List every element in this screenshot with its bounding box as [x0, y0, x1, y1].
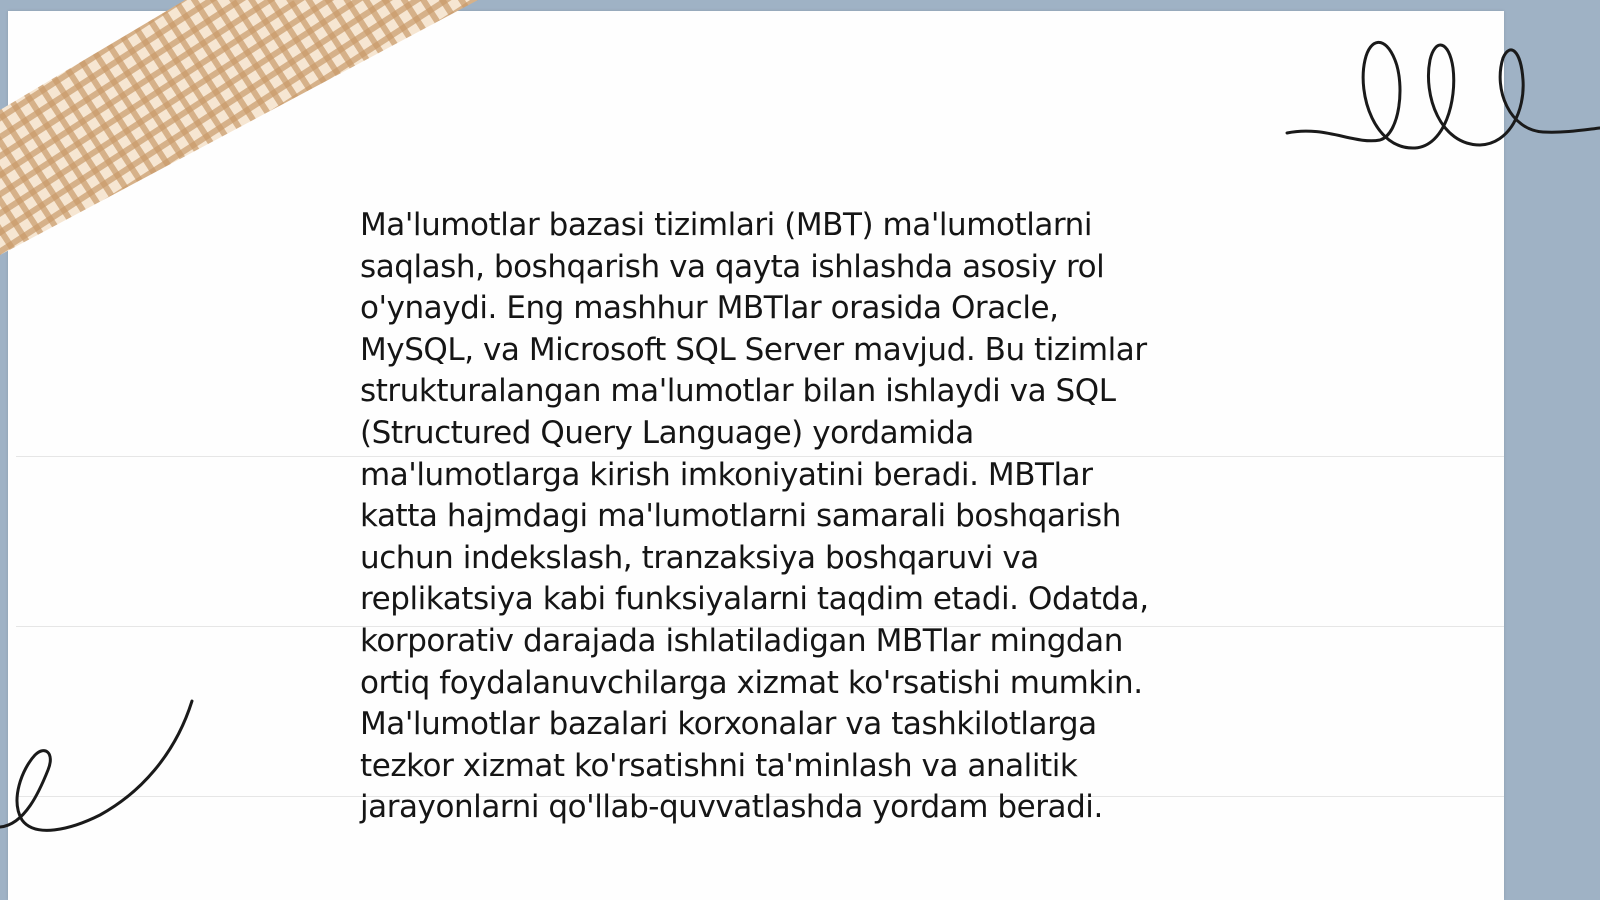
scribble-loop-decoration [0, 695, 200, 845]
scribble-loops-decoration [1285, 30, 1600, 165]
body-paragraph: Ma'lumotlar bazasi tizimlari (MBT) ma'lumotlarni saqlash, boshqarish va qayta ishlashda asosiy rol o'ynaydi. Eng mashhur MBTlar orasida Oracle, MySQL, va Microsoft SQL Server mavjud. Bu tizimlar strukturalangan ma'lumotlar bilan ishlaydi va SQL (Structured Query Language) yordamida ma'lumotlarga kirish imkoniyatini beradi. MBTlar katta hajmdagi ma'lumotlarni samarali boshqarish uchun indekslash, tranzaksiya boshqaruvi va replikatsiya kabi funksiyalarni taqdim etadi. Odatda, korporativ darajada ishlatiladigan MBTlar mingdan ortiq foydalanuvchilarga xizmat ko'rsatishi mumkin. Ma'lumotlar bazalari korxonalar va tashkilotlarga tezkor xizmat ko'rsatishni ta'minlash va analitik jarayonlarni qo'llab-quvvatlashda yordam beradi. [360, 207, 1149, 826]
